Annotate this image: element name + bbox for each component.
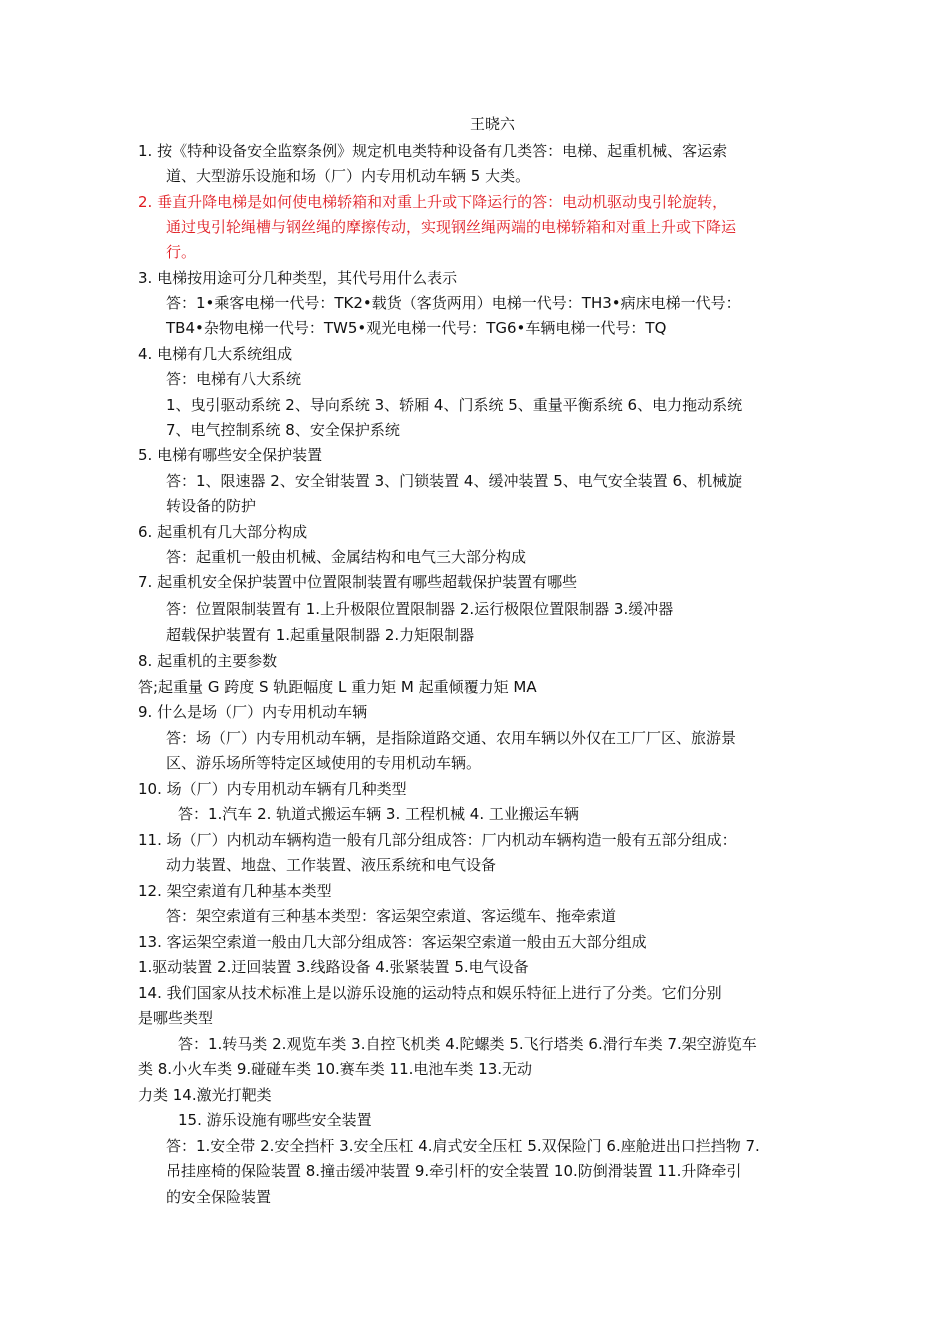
text-line-q14c: 答：1.转马类 2.观览车类 3.自控飞机类 4.陀螺类 5.飞行塔类 6.滑行车类 7.架空游览车 bbox=[178, 1035, 757, 1053]
text-line-q11a: 11. 场（厂）内机动车辆构造一般有几部分组成答：厂内机动车辆构造一般有五部分组成： bbox=[138, 831, 737, 849]
page-title: 王晓六 bbox=[470, 115, 516, 133]
text-line-q9b: 答：场（厂）内专用机动车辆，是指除道路交通、农用车辆以外仅在工厂厂区、旅游景 bbox=[166, 729, 737, 747]
text-line-q15d: 的安全保险装置 bbox=[166, 1188, 272, 1206]
text-line-q14e: 力类 14.激光打靶类 bbox=[138, 1086, 272, 1104]
text-line-q5a: 5. 电梯有哪些安全保护装置 bbox=[138, 446, 323, 464]
text-line-q15c: 吊挂座椅的保险装置 8.撞击缓冲装置 9.牵引杆的安全装置 10.防倒滑装置 11.升降牵引 bbox=[166, 1162, 742, 1180]
text-line-q1a: 1. 按《特种设备安全监察条例》规定机电类特种设备有几类答：电梯、起重机械、客运索 bbox=[138, 142, 728, 160]
text-line-q10b: 答：1.汽车 2. 轨道式搬运车辆 3. 工程机械 4. 工业搬运车辆 bbox=[178, 805, 579, 823]
text-line-q12b: 答：架空索道有三种基本类型：客运架空索道、客运缆车、拖牵索道 bbox=[166, 907, 617, 925]
text-line-q11b: 动力装置、地盘、工作装置、液压系统和电气设备 bbox=[166, 856, 497, 874]
text-line-q9c: 区、游乐场所等特定区域使用的专用机动车辆。 bbox=[166, 754, 482, 772]
text-line-q2b: 通过曳引轮绳槽与钢丝绳的摩擦传动，实现钢丝绳两端的电梯轿箱和对重上升或下降运 bbox=[166, 218, 737, 236]
text-line-q7c: 超载保护装置有 1.起重量限制器 2.力矩限制器 bbox=[166, 626, 475, 644]
text-line-q4a: 4. 电梯有几大系统组成 bbox=[138, 345, 293, 363]
text-line-q10a: 10. 场（厂）内专用机动车辆有几种类型 bbox=[138, 780, 407, 798]
text-line-q3c: TB4•杂物电梯一代号：TW5•观光电梯一代号：TG6•车辆电梯一代号：TQ bbox=[166, 319, 667, 337]
text-line-q3b: 答：1•乘客电梯一代号：TK2•载货（客货两用）电梯一代号：TH3•病床电梯一代号： bbox=[166, 294, 741, 312]
text-line-q8b: 答;起重量 G 跨度 S 轨距幅度 L 重力矩 M 起重倾覆力矩 MA bbox=[138, 678, 537, 696]
text-line-q5c: 转设备的防护 bbox=[166, 497, 257, 515]
text-line-q6b: 答：起重机一般由机械、金属结构和电气三大部分构成 bbox=[166, 548, 527, 566]
text-line-q7a: 7. 起重机安全保护装置中位置限制装置有哪些超载保护装置有哪些 bbox=[138, 573, 578, 591]
text-line-q14d: 类 8.小火车类 9.碰碰车类 10.赛车类 11.电池车类 13.无动 bbox=[138, 1060, 533, 1078]
text-line-q9a: 9. 什么是场（厂）内专用机动车辆 bbox=[138, 703, 368, 721]
text-line-q5b: 答：1、限速器 2、安全钳装置 3、门锁装置 4、缓冲装置 5、电气安全装置 6、机械旋 bbox=[166, 472, 743, 490]
text-line-q8a: 8. 起重机的主要参数 bbox=[138, 652, 278, 670]
text-line-q2a: 2. 垂直升降电梯是如何使电梯轿箱和对重上升或下降运行的答：电动机驱动曳引轮旋转， bbox=[138, 193, 728, 211]
text-line-q13b: 1.驱动装置 2.迂回装置 3.线路设备 4.张紧装置 5.电气设备 bbox=[138, 958, 529, 976]
text-line-q15b: 答：1.安全带 2.安全挡杆 3.安全压杠 4.肩式安全压杠 5.双保险门 6.座舱进出口拦挡物 7. bbox=[166, 1137, 760, 1155]
text-line-q7b: 答：位置限制装置有 1.上升极限位置限制器 2.运行极限位置限制器 3.缓冲器 bbox=[166, 600, 674, 618]
text-line-q14a: 14. 我们国家从技术标准上是以游乐设施的运动特点和娱乐特征上进行了分类。它们分别 bbox=[138, 984, 722, 1002]
text-line-q2c: 行。 bbox=[166, 243, 197, 261]
text-line-q12a: 12. 架空索道有几种基本类型 bbox=[138, 882, 332, 900]
text-line-q13a: 13. 客运架空索道一般由几大部分组成答：客运架空索道一般由五大部分组成 bbox=[138, 933, 647, 951]
text-line-q6a: 6. 起重机有几大部分构成 bbox=[138, 523, 308, 541]
text-line-q14b: 是哪些类型 bbox=[138, 1009, 214, 1027]
text-line-q4c: 1、曳引驱动系统 2、导向系统 3、轿厢 4、门系统 5、重量平衡系统 6、电力拖动系统 bbox=[166, 396, 743, 414]
text-line-q4d: 7、电气控制系统 8、安全保护系统 bbox=[166, 421, 400, 439]
text-line-q3a: 3. 电梯按用途可分几种类型，其代号用什么表示 bbox=[138, 269, 458, 287]
text-line-q15a: 15. 游乐设施有哪些安全装置 bbox=[178, 1111, 372, 1129]
text-line-q1b: 道、大型游乐设施和场（厂）内专用机动车辆 5 大类。 bbox=[166, 167, 531, 185]
text-line-q4b: 答：电梯有八大系统 bbox=[166, 370, 302, 388]
